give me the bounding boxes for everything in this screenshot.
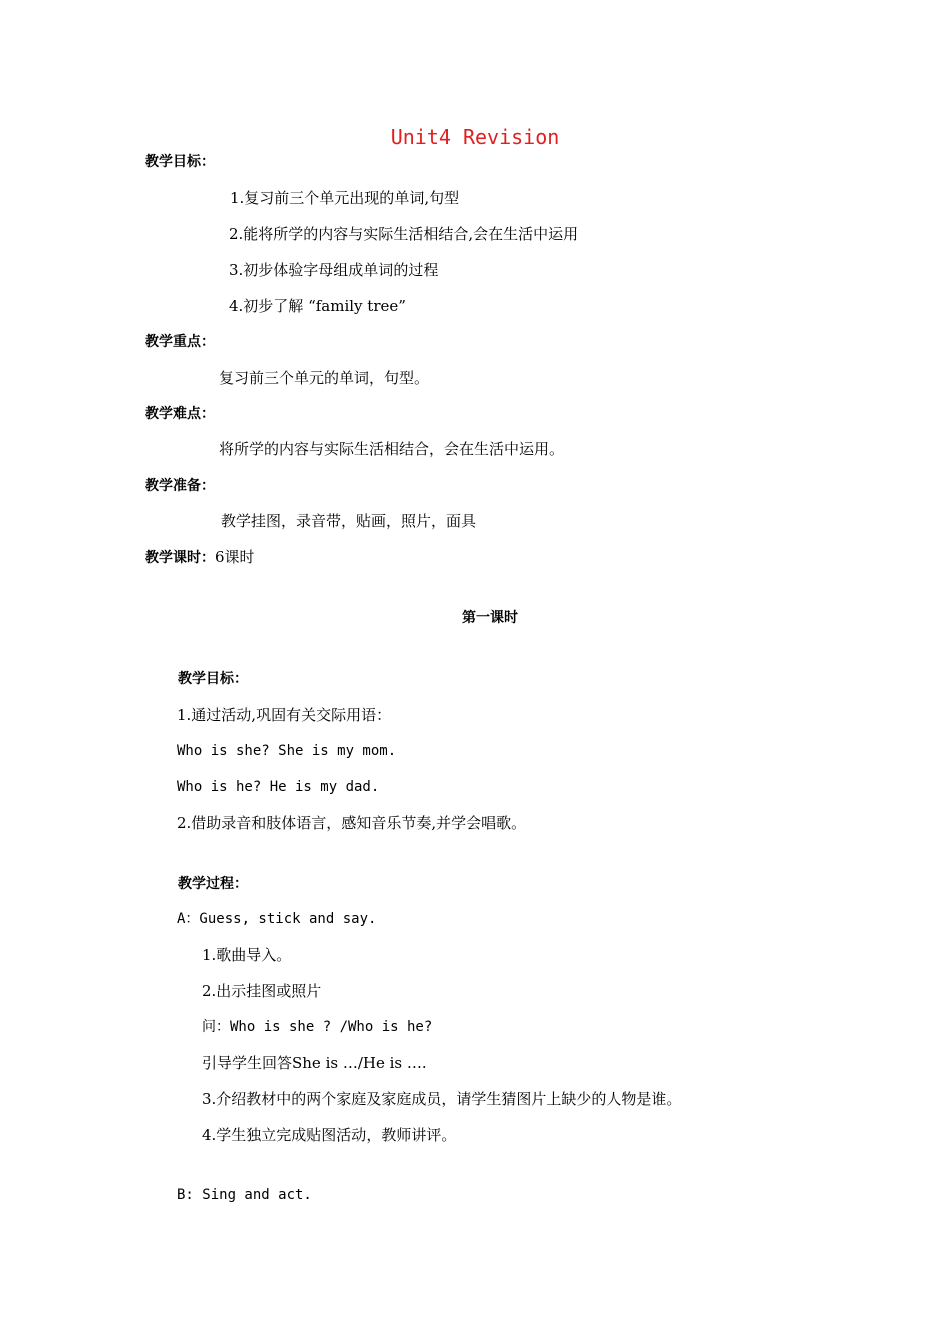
process-heading: 教学过程： [178, 876, 248, 892]
lesson-objective-item: 2.借助录音和肢体语言，感知音乐节奏,并学会唱歌。 [177, 814, 527, 832]
objective-item: 1.复习前三个单元出现的单词,句型 [230, 189, 460, 207]
periods-heading: 教学课时： [145, 550, 215, 566]
lesson-objective-item: 1.通过活动,巩固有关交际用语： [177, 706, 392, 724]
preparation-heading: 教学准备： [145, 478, 215, 494]
part-a-heading: A：Guess, stick and say. [177, 911, 377, 927]
periods-row [145, 547, 255, 568]
objectives-heading: 教学目标： [145, 154, 215, 170]
preparation-text: 教学挂图，录音带，贴画，照片，面具 [221, 512, 477, 530]
lesson-objective-item: Who is she? She is my mom. [177, 743, 397, 759]
part-b-heading: B: Sing and act. [177, 1187, 312, 1203]
page-title: Unit4 Revision [390, 125, 560, 149]
objective-item: 2.能将所学的内容与实际生活相结合,会在生活中运用 [229, 225, 579, 243]
process-step: 4.学生独立完成贴图活动，教师讲评。 [202, 1126, 457, 1144]
objective-item: 4.初步了解 “family tree” [229, 297, 406, 315]
process-step: 3.介绍教材中的两个家庭及家庭成员，请学生猜图片上缺少的人物是谁。 [202, 1090, 682, 1108]
key-points-heading: 教学重点： [145, 334, 215, 350]
process-step: 引导学生回答She is …/He is …. [202, 1054, 427, 1072]
key-points-text: 复习前三个单元的单词，句型。 [219, 369, 430, 387]
difficulties-text: 将所学的内容与实际生活相结合，会在生活中运用。 [219, 440, 565, 458]
periods-value: 6课时 [215, 548, 255, 566]
process-step: 1.歌曲导入。 [202, 946, 292, 964]
lesson-objectives-heading: 教学目标： [178, 671, 248, 687]
objective-item: 3.初步体验字母组成单词的过程 [229, 261, 439, 279]
process-step: 2.出示挂图或照片 [202, 982, 322, 1000]
difficulties-heading: 教学难点： [145, 406, 215, 422]
lesson-objective-item: Who is he? He is my dad. [177, 779, 380, 795]
process-step: 问：Who is she ? /Who is he? [202, 1019, 433, 1035]
lesson-heading: 第一课时 [462, 610, 518, 626]
